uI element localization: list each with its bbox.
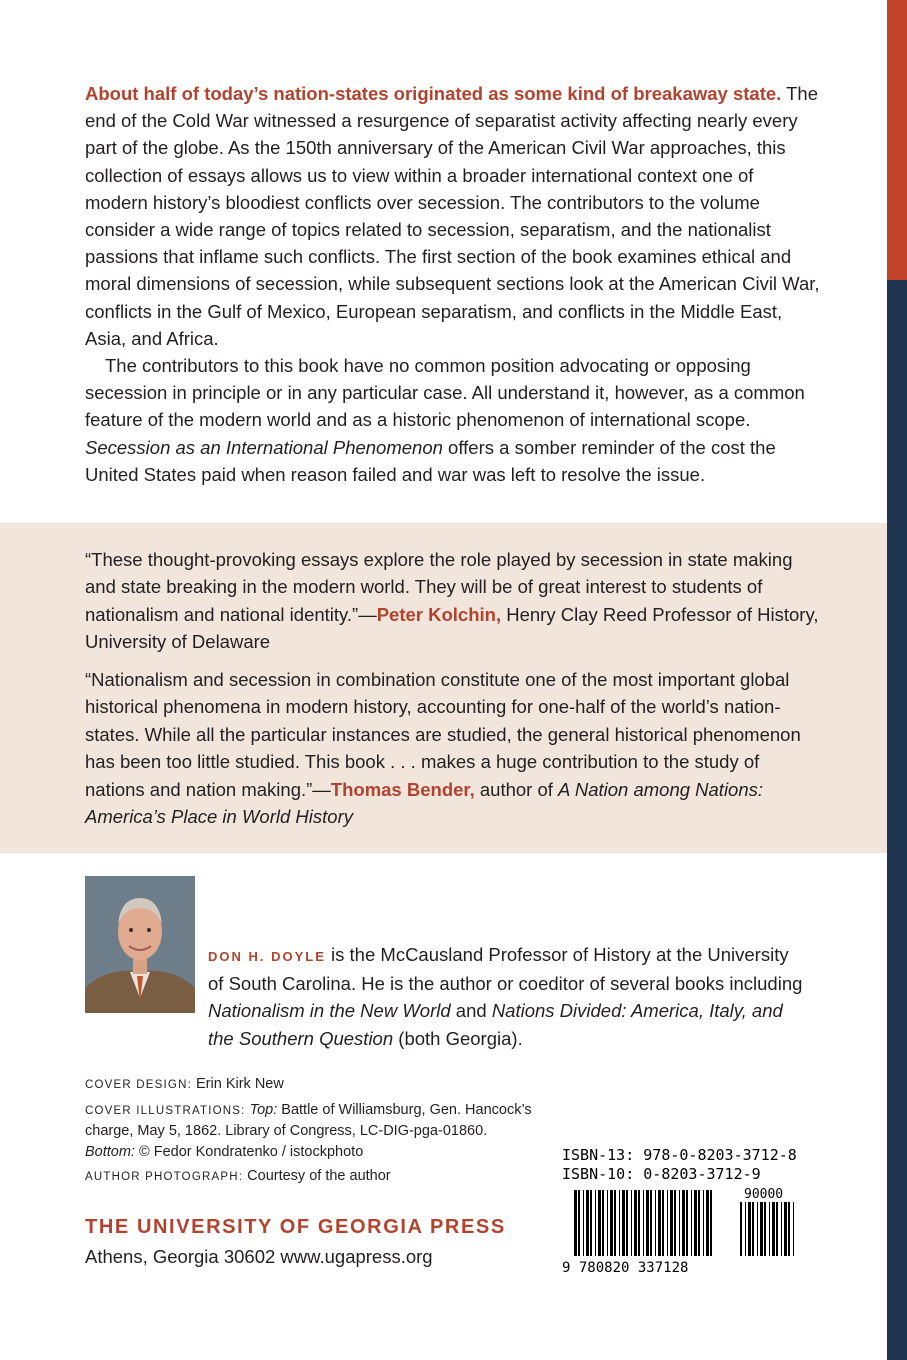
barcode-bar [757, 1202, 758, 1256]
barcode-bar [574, 1190, 577, 1256]
barcode-bar [748, 1202, 751, 1256]
bio-text-1: is the McCausland Professor of History at the University of South Carolina. He is the author or coeditor of several books including [208, 944, 803, 995]
bio-text-2: (both Georgia). [393, 1027, 523, 1049]
author-bio [208, 941, 808, 1052]
barcode-bar [634, 1190, 637, 1256]
blurb-paragraph-2 [85, 352, 820, 488]
blurb-paragraph-1 [85, 80, 820, 352]
credit-design-label: COVER DESIGN: [85, 1079, 192, 1091]
credit-illus-bottom-label: Bottom: [85, 1143, 135, 1160]
quote-2-book: A Nation among Nations: America’s Place in World History [85, 778, 764, 828]
barcode-bar [674, 1190, 676, 1256]
blurb-p1-text: The end of the Cold War witnessed a resurgence of separatist activity affecting nearly every part of the globe. As the 150th anniversary of the American Civil War approaches, this collection of essays allows us to view within a broader international context one of modern history’s bloodiest conflicts over secession. The contributors to the volume consider a wide range of topics related to secession, separatism, and the nationalist passions that inflame such conflicts. The first section of the book examines ethical and moral dimensions of secession, while subsequent sections look at the American Civil War, conflicts in the Gulf of Mexico, European separatism, and conflicts in the Middle East, Asia, and Africa. [85, 83, 820, 349]
barcode-bar [590, 1190, 592, 1256]
description-blurb [85, 80, 820, 488]
praise-section [0, 523, 887, 853]
barcode-bar [586, 1190, 589, 1256]
barcode-bar [595, 1190, 596, 1256]
barcode-ean-number: 9 780820 337128 [562, 1260, 689, 1276]
isbn-block [562, 1146, 832, 1184]
barcode-bar [691, 1190, 692, 1256]
credit-author-photo [85, 1166, 565, 1188]
barcode-bar [578, 1190, 580, 1256]
barcode-bar [698, 1190, 700, 1256]
book-title: Secession as an International Phenomenon [85, 436, 443, 458]
credit-illus-top: Battle of Williamsburg, Gen. Hancock’s charge, May 5, 1862. Library of Congress, LC-DIG-pga-01860. [85, 1101, 532, 1139]
author-photo-illustration [85, 876, 195, 1013]
barcode-bar [662, 1190, 664, 1256]
barcode-bar [776, 1202, 778, 1256]
spine-edge [887, 0, 907, 1360]
barcode-bar [703, 1190, 704, 1256]
quote-2-affiliation: author of [474, 778, 559, 800]
barcode-bars-addon [740, 1202, 794, 1256]
blurb-p2-text: The contributors to this book have no common position advocating or opposing secession in principle or in any particular case. All understand it, however, as a common feature of the modern world and as a historic phenomenon of international scope. [85, 355, 805, 431]
credit-illus-bottom: © Fedor Kondratenko / istockphoto [134, 1143, 364, 1160]
barcode-bar [694, 1190, 697, 1256]
blurb-lead: About half of today’s nation-states originated as some kind of breakaway state. [85, 83, 782, 104]
barcode-bar [760, 1202, 763, 1256]
quote-1-text: “These thought-provoking essays explore the role played by secession in state making and state breaking in the modern world. They will be of great interest to students of nationalism and national identity.”— [85, 549, 793, 625]
author-name: DON H. DOYLE [208, 949, 326, 964]
publisher-address: Athens, Georgia 30602 www.ugapress.org [85, 1246, 433, 1267]
credit-cover-illustrations [85, 1100, 565, 1163]
barcode-bar [769, 1202, 770, 1256]
barcode-bar [764, 1202, 766, 1256]
barcode-bar [626, 1190, 628, 1256]
barcode-bar [655, 1190, 656, 1256]
barcode-bar [745, 1202, 746, 1256]
barcode-bar [610, 1190, 613, 1256]
cover-credits [85, 1074, 565, 1192]
barcode-addon-number: 90000 [744, 1188, 784, 1202]
quote-1-affiliation: Henry Clay Reed Professor of History, University of Delaware [85, 603, 819, 653]
barcode-bar [602, 1190, 604, 1256]
blurb-p2-end: offers a somber reminder of the cost the United States paid when reason failed and war was left to resolve the issue. [85, 436, 776, 485]
barcode-bar [614, 1190, 616, 1256]
barcode-bar [598, 1190, 601, 1256]
barcode-bar [784, 1202, 787, 1256]
barcode-bar [646, 1190, 649, 1256]
barcode-bar [670, 1190, 673, 1256]
credit-illus-label: COVER ILLUSTRATIONS: [85, 1104, 246, 1117]
barcode-bar [752, 1202, 754, 1256]
quote-2-author: Thomas Bender, [330, 778, 475, 800]
barcode-bar [638, 1190, 640, 1256]
publisher-name: THE UNIVERSITY OF GEORGIA PRESS [85, 1216, 506, 1238]
credit-illus-top-label: Top: [245, 1101, 278, 1118]
barcode-bars-main [574, 1190, 712, 1256]
praise-quote-2 [85, 666, 820, 830]
barcode-bar [682, 1190, 685, 1256]
credit-photo-label: AUTHOR PHOTOGRAPH: [85, 1171, 244, 1183]
isbn-13: ISBN-13: 978-0-8203-3712-8 [562, 1146, 797, 1164]
barcode-bar [619, 1190, 620, 1256]
barcode-bar [710, 1190, 712, 1256]
barcode-bar [658, 1190, 661, 1256]
barcode-bar [622, 1190, 625, 1256]
barcode [562, 1188, 822, 1276]
bio-book-1: Nationalism in the New World [208, 1000, 451, 1022]
barcode-bar [781, 1202, 782, 1256]
barcode-bar [631, 1190, 632, 1256]
barcode-bar [650, 1190, 652, 1256]
credit-design-value: Erin Kirk New [191, 1076, 284, 1092]
barcode-bar [788, 1202, 790, 1256]
bio-and: and [450, 1000, 492, 1022]
barcode-bar [583, 1190, 584, 1256]
barcode-bar [706, 1190, 709, 1256]
author-photo [85, 876, 195, 1013]
barcode-bar [643, 1190, 644, 1256]
praise-quote-1 [85, 546, 820, 656]
barcode-bar [679, 1190, 680, 1256]
barcode-bar [793, 1202, 794, 1256]
barcode-bar [667, 1190, 668, 1256]
barcode-bar [740, 1202, 742, 1256]
barcode-bar [607, 1190, 608, 1256]
isbn-10: ISBN-10: 0-8203-3712-9 [562, 1165, 761, 1183]
barcode-bar [686, 1190, 688, 1256]
barcode-bar [772, 1202, 775, 1256]
quote-2-text: “Nationalism and secession in combination constitute one of the most important global historical phenomena in modern history, accounting for one-half of the world’s nation-states. While all the particular instances are studied, the general historical phenomenon has been too little studied. This book . . . makes a huge contribution to the study of nations and nation making.”— [85, 669, 801, 800]
credit-photo-value: Courtesy of the author [243, 1168, 391, 1184]
credit-cover-design [85, 1074, 565, 1096]
bio-book-2: Nations Divided: America, Italy, and the Southern Question [208, 1000, 783, 1049]
quote-1-author: Peter Kolchin, [376, 603, 502, 625]
